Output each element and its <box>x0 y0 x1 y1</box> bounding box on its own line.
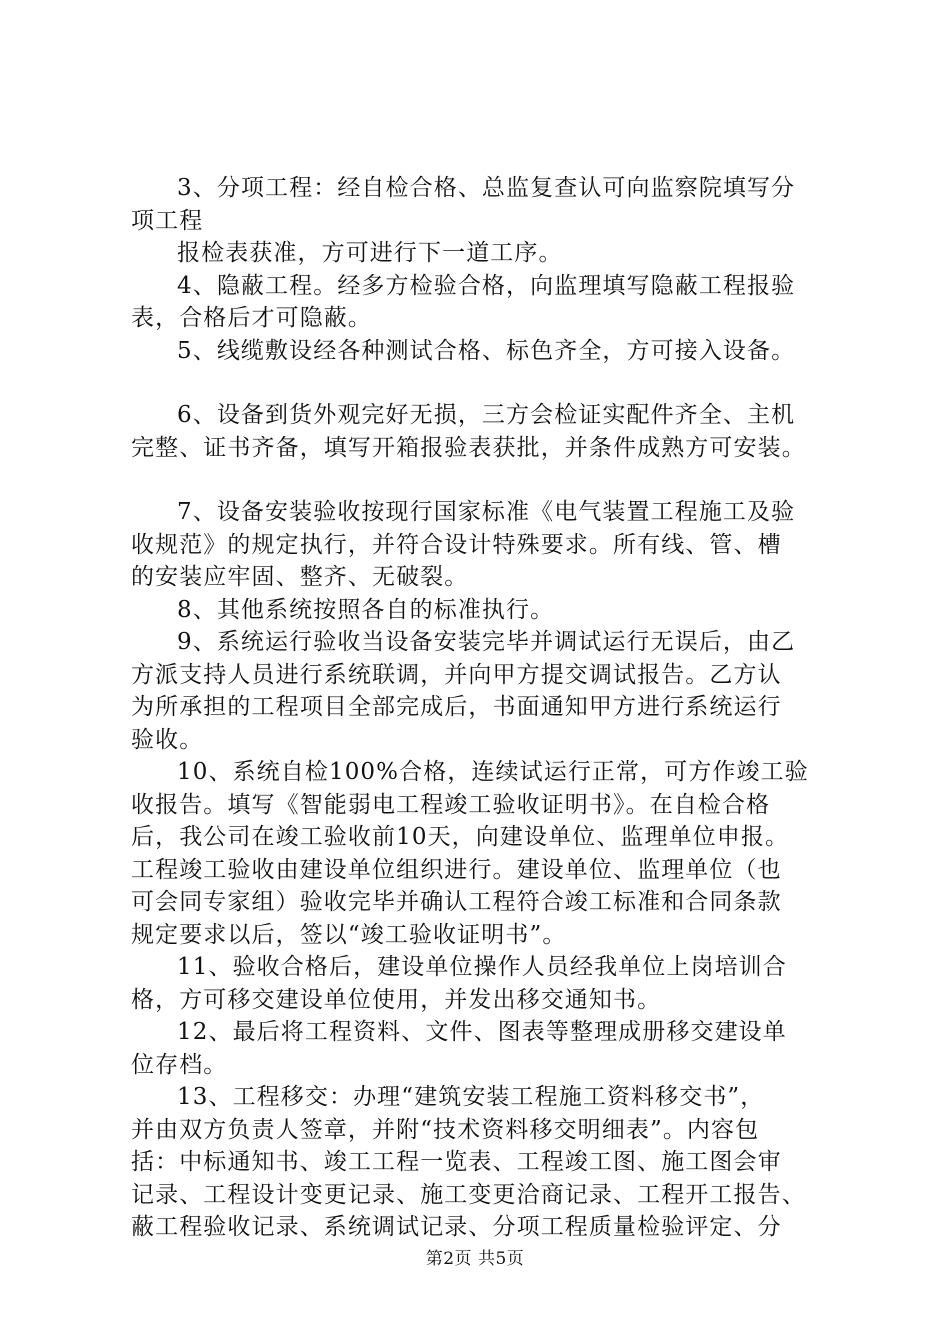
paragraph-10-line-3: 后，我公司在竣工验收前10天，向建设单位、监理单位申报。 <box>131 824 790 850</box>
paragraph-4-line-1: 4、隐蔽工程。经多方检验合格，向监理填写隐蔽工程报验 <box>177 272 796 299</box>
paragraph-13-line-2: 并由双方负责人签章，并附“技术资料移交明细表”。内容包 <box>131 1116 760 1143</box>
paragraph-9-line-3: 为所承担的工程项目全部完成后，书面通知甲方进行系统运行 <box>131 694 782 720</box>
paragraph-12-line-1: 12、最后将工程资料、文件、图表等整理成册移交建设单 <box>177 1019 787 1045</box>
document-body <box>131 172 847 1244</box>
paragraph-3-line-2: 项工程 <box>131 207 204 234</box>
paragraph-7-line-2: 收规范》的规定执行，并符合设计特殊要求。所有线、管、槽 <box>131 531 782 558</box>
paragraph-11-line-2: 格，方可移交建设单位使用，并发出移交通知书。 <box>131 986 662 1013</box>
paragraph-12-line-2: 位存档。 <box>131 1051 228 1078</box>
paragraph-13-line-1: 13、工程移交：办理“建筑安装工程施工资料移交书”， <box>177 1084 765 1110</box>
paragraph-3b-line-1: 报检表获准，方可进行下一道工序。 <box>177 240 563 266</box>
paragraph-8-line-1: 8、其他系统按照各自的标准执行。 <box>177 596 555 623</box>
paragraph-4-line-2: 表，合格后才可隐蔽。 <box>131 305 372 331</box>
paragraph-6-line-1: 6、设备到货外观完好无损，三方会检证实配件齐全、主机 <box>177 402 796 428</box>
paragraph-10-line-4: 工程竣工验收由建设单位组织进行。建设单位、监理单位（也 <box>131 856 782 883</box>
paragraph-9-line-4: 验收。 <box>131 726 204 753</box>
paragraph-10-line-5: 可会同专家组）验收完毕并确认工程符合竣工标准和合同条款 <box>131 889 782 915</box>
paragraph-13-line-3: 括：中标通知书、竣工工程一览表、工程竣工图、施工图会审 <box>131 1149 782 1175</box>
paragraph-9-line-1: 9、系统运行验收当设备安装完毕并调试运行无误后，由乙 <box>177 629 796 655</box>
blank-line <box>131 464 847 496</box>
paragraph-13-line-5: 蔽工程验收记录、系统调试记录、分项工程质量检验评定、分 <box>131 1214 782 1240</box>
paragraph-5-line-1: 5、线缆敷设经各种测试合格、标色齐全，方可接入设备。 <box>177 337 796 364</box>
paragraph-11-line-1: 11、验收合格后，建设单位操作人员经我单位上岗培训合 <box>177 954 787 980</box>
paragraph-7-line-3: 的安装应牢固、整齐、无破裂。 <box>131 564 469 590</box>
blank-line <box>131 367 847 399</box>
paragraph-10-line-2: 收报告。填写《智能弱电工程竣工验收证明书》。在自检合格 <box>131 791 771 818</box>
paragraph-10-line-6: 规定要求以后，签以“竣工验收证明书”。 <box>131 921 567 948</box>
paragraph-7-line-1: 7、设备安装验收按现行国家标准《电气装置工程施工及验 <box>177 499 796 525</box>
paragraph-9-line-2: 方派支持人员进行系统联调，并向甲方提交调试报告。乙方认 <box>131 661 782 688</box>
paragraph-10-line-1: 10、系统自检100%合格，连续试运行正常，可方作竣工验 <box>177 759 809 785</box>
paragraph-6-line-2: 完整、证书齐备，填写开箱报验表获批，并条件成熟方可安装。 <box>131 434 806 461</box>
page-footer: 第2页 共5页 <box>425 1249 525 1269</box>
paragraph-13-line-4: 记录、工程设计变更记录、施工变更洽商记录、工程开工报告、 <box>131 1181 806 1208</box>
paragraph-3-line-1: 3、分项工程：经自检合格、总监复查认可向监察院填写分 <box>177 175 796 201</box>
